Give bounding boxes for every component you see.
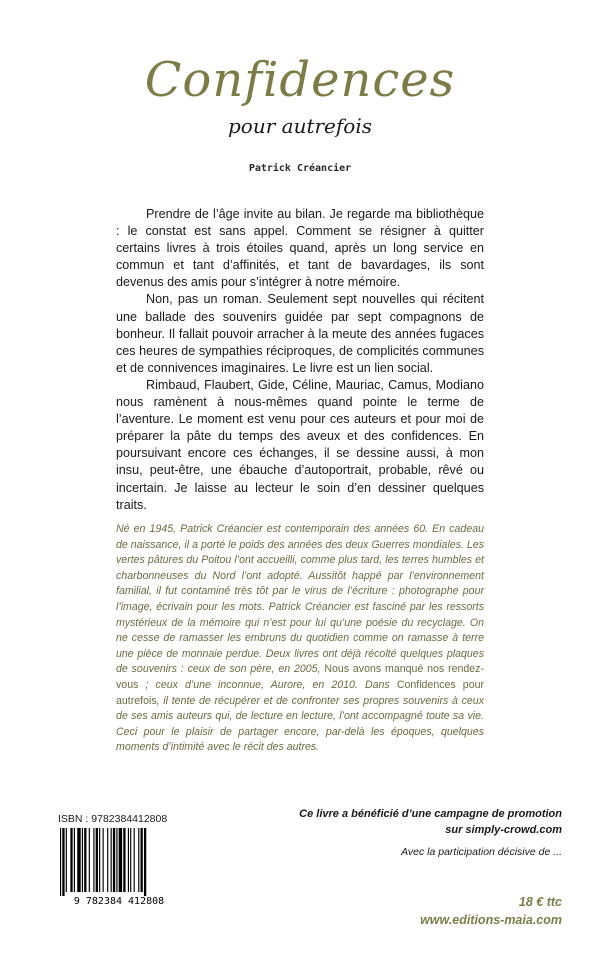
barcode-bar — [103, 828, 104, 892]
bio-book-title: Nous avons manqué nos rendez-vous — [116, 663, 484, 691]
barcode-bar — [82, 828, 83, 892]
barcode-bar — [141, 828, 143, 892]
bio-book-title: Confidences pour autrefois — [116, 678, 485, 707]
barcode — [56, 828, 182, 906]
barcode-bar — [99, 828, 100, 892]
summary-paragraph: Non, pas un roman. Seulement sept nouvelles qui récitent une ballade des souvenirs guidée par sept compagnons de bonheur. Il fallait pouvoir arracher à la meute des années fugaces ces heures de sympathies réciproques, de complicités communes et de connivences imaginaires. Le livre est un lien social. — [116, 292, 484, 375]
summary-paragraph: Rimbaud, Flaubert, Gide, Céline, Mauriac, Camus, Modiano nous ramènent à nous-mêmes quand pointe le terme de l’aventure. Le moment est venu pour ces auteurs et pour moi de préparer la pâte du temps des aveux et des confidences. En poursuivant encore ces échanges, il se dessine aussi, à mon insu, peut-être, une ébauche d’autoportrait, probable, rêvé ou incertain. Je laisse au lecteur le soin d’en dessiner quelques traits. — [116, 377, 484, 512]
barcode-bar — [62, 828, 64, 896]
bio-text: ; ceux d’une inconnue, Aurore, en 2010. Dans — [138, 678, 397, 691]
isbn-label: ISBN : 9782384412808 — [58, 813, 168, 825]
barcode-bar — [74, 828, 75, 892]
bio-text: Né en 1945, Patrick Créancier est contemporain des années 60. En cadeau de naissance, il a porté le poids des années des deux Guerres mondiales. Les vertes pâtures du Poitou l’ont accueilli, comme plus tard, les terres humbles et charbonneuses du Nord l’ont adopté. Aussitôt happé par l’environnement familial, il fut contaminé très tôt par le virus de l’écriture : photographe pour l’image, écrivain pour les mots. Patrick Créancier est fasciné par les ressorts mystérieux de la mémoire qui n’est pour lui qu’une poésie du recyclage. On ne cesse de ramasser les embruns du quotidien comme on ramasse à terre une pièce de monnaie perdue. Deux livres ont déjà récolté quelques plaques de souvenirs : ceux de son père, en 2005, — [116, 523, 484, 676]
promo-note — [299, 806, 562, 838]
barcode-bar — [113, 828, 115, 892]
barcode-bar — [96, 828, 98, 892]
barcode-bar — [77, 828, 80, 892]
promo-line: Ce livre a bénéficié d’une campagne de promotion — [299, 808, 562, 820]
author-bio — [116, 522, 484, 756]
barcode-bar — [60, 828, 61, 896]
publisher-website: www.editions-maia.com — [420, 913, 562, 927]
price: 18 € ttc — [518, 895, 562, 909]
barcode-bar — [134, 828, 135, 892]
participation-note: Avec la participation décisive de ... — [401, 846, 562, 858]
barcode-bar — [116, 828, 117, 892]
book-title: Confidences — [144, 52, 456, 108]
barcode-bar — [93, 828, 94, 892]
barcode-bar — [138, 828, 139, 892]
barcode-bar — [123, 828, 125, 892]
barcode-bar — [128, 828, 129, 892]
barcode-bar — [111, 828, 112, 892]
bio-text: , il tente de récupérer et de confronter ses propres souvenirs à ceux de ses amis auteurs qui, de lecture en lecture, l’ont accompagné toute sa vie. Ceci pour le plaisir de partager encore, par-delà les époques, quelques moments d’intimité avec le récit des autres. — [116, 694, 484, 754]
barcode-digits: 9 782384 412808 — [73, 896, 165, 906]
summary-text — [116, 206, 484, 514]
barcode-bar — [70, 828, 72, 892]
barcode-bar — [119, 828, 122, 892]
barcode-bar — [107, 828, 108, 892]
barcode-bar — [84, 828, 86, 892]
barcode-bar — [89, 828, 90, 892]
barcode-bar — [66, 828, 67, 892]
barcode-bar — [144, 828, 146, 896]
summary-paragraph: Prendre de l’âge invite au bilan. Je regarde ma bibliothèque : le constat est sans appel. Comment se résigner à quitter certains livres à trois étoiles quand, après un long service en commun et tant d’affinités, et tant de bavardages, ils sont devenus des amis pour s’intégrer à notre mémoire. — [116, 207, 484, 290]
barcode-bar — [130, 828, 131, 892]
book-subtitle: pour autrefois — [228, 114, 372, 138]
promo-line: sur simply-crowd.com — [445, 824, 562, 836]
author-name: Patrick Créancier — [248, 163, 352, 174]
